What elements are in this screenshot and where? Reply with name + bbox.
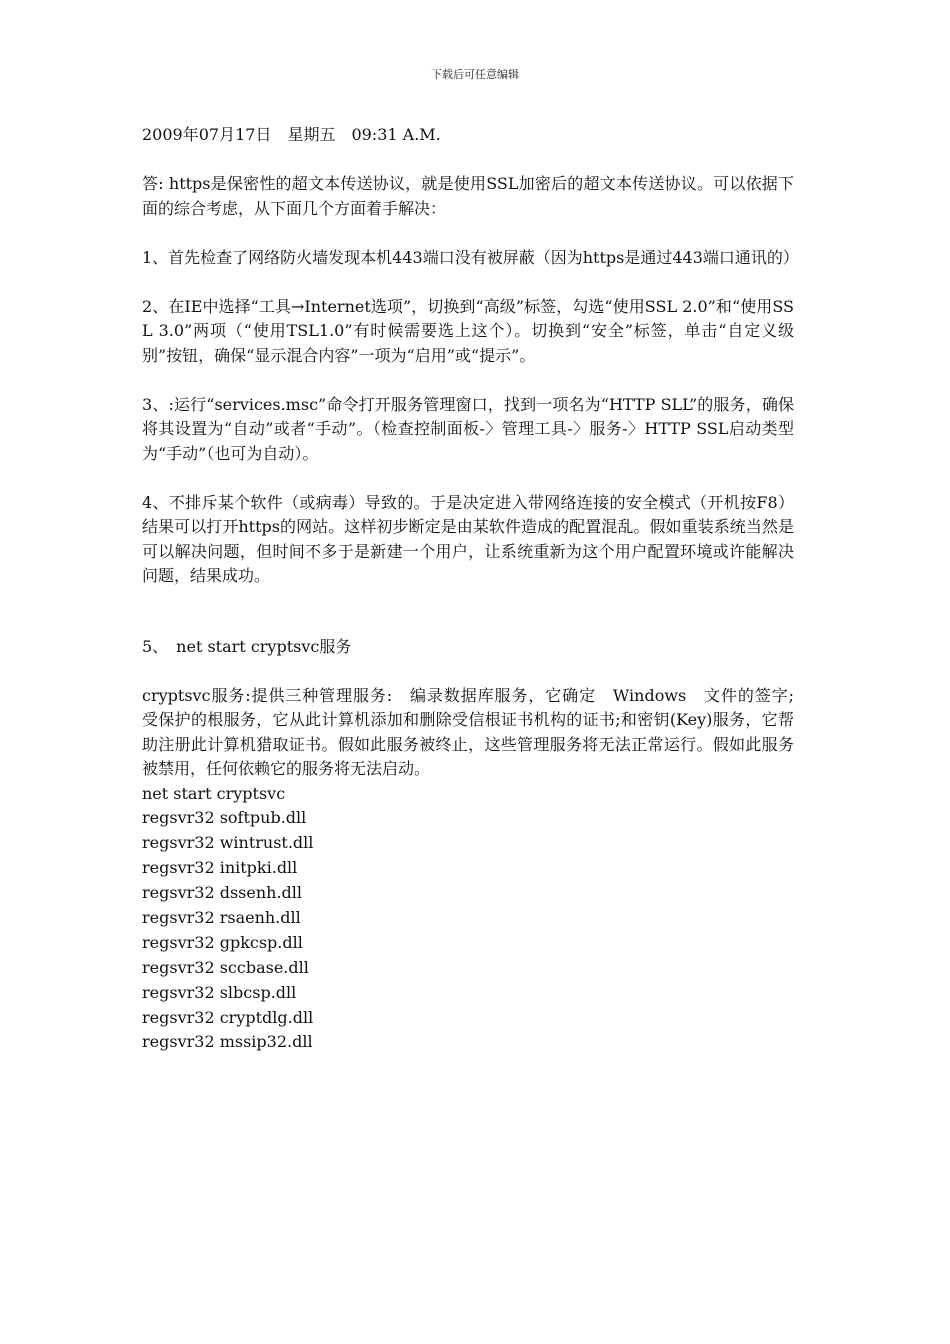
paragraph-step-5: 5、 net start cryptsvc服务 [142, 636, 352, 656]
page-header: 下载后可任意编辑 [431, 68, 519, 81]
command-line: regsvr32 cryptdlg.dll [142, 1007, 314, 1027]
command-line: regsvr32 sccbase.dll [142, 957, 309, 977]
command-line: regsvr32 mssip32.dll [142, 1032, 313, 1052]
paragraph-step-2: 2、在IE中选择“工具→Internet选项”，切换到“高级”标签，勾选“使用SSL 2.0”和“使用SSL 3.0”两项（“使用TSL1.0”有时候需要选上这个）。切换到“安全”标签，单击“自定义级别”按钮，确保“显示混合内容”一项为“启用”或“提示”。 [142, 296, 794, 365]
command-list [142, 782, 794, 1056]
command-line: regsvr32 softpub.dll [142, 808, 307, 828]
date-line: 2009年07月17日 星期五 09:31 A.M. [142, 125, 441, 144]
command-line: regsvr32 slbcsp.dll [142, 982, 297, 1002]
paragraph-step-4: 4、不排斥某个软件（或病毒）导致的。于是决定进入带网络连接的安全模式（开机按F8）结果可以打开https的网站。这样初步断定是由某软件造成的配置混乱。假如重装系统当然是可以解决问题，但时间不多于是新建一个用户，让系统重新为这个用户配置环境或许能解决问题，结果成功。 [142, 492, 794, 585]
document-body [142, 123, 811, 1055]
paragraph-step-1: 1、首先检查了网络防火墙发现本机443端口没有被屏蔽（因为https是通过443端口通讯的） [142, 247, 799, 267]
command-line: regsvr32 dssenh.dll [142, 883, 303, 903]
paragraph-answer: 答: https是保密性的超文本传送协议，就是使用SSL加密后的超文本传送协议。可以依据下面的综合考虑，从下面几个方面着手解决： [142, 174, 794, 218]
command-line: regsvr32 gpkcsp.dll [142, 932, 303, 952]
command-line: net start cryptsvc [142, 783, 286, 803]
command-line: regsvr32 rsaenh.dll [142, 907, 301, 927]
command-line: regsvr32 initpki.dll [142, 858, 298, 878]
command-line: regsvr32 wintrust.dll [142, 833, 314, 853]
paragraph-cryptsvc-description: cryptsvc服务:提供三种管理服务: 编录数据库服务，它确定 Windows 文件的签字; 受保护的根服务，它从此计算机添加和删除受信根证书机构的证书;和密钥(Key)服务，它帮助注册此计算机猎取证书。假如此服务被终止，这些管理服务将无法正常运行。假如此服务被禁用，任何依赖它的服务将无法启动。 [142, 685, 811, 778]
paragraph-step-3: 3、:运行“services.msc”命令打开服务管理窗口，找到一项名为“HTTP SLL”的服务，确保将其设置为“自动”或者“手动”。（检查控制面板-〉管理工具-〉服务-〉HTTP SSL启动类型为“手动”（也可为自动）。 [142, 394, 794, 463]
